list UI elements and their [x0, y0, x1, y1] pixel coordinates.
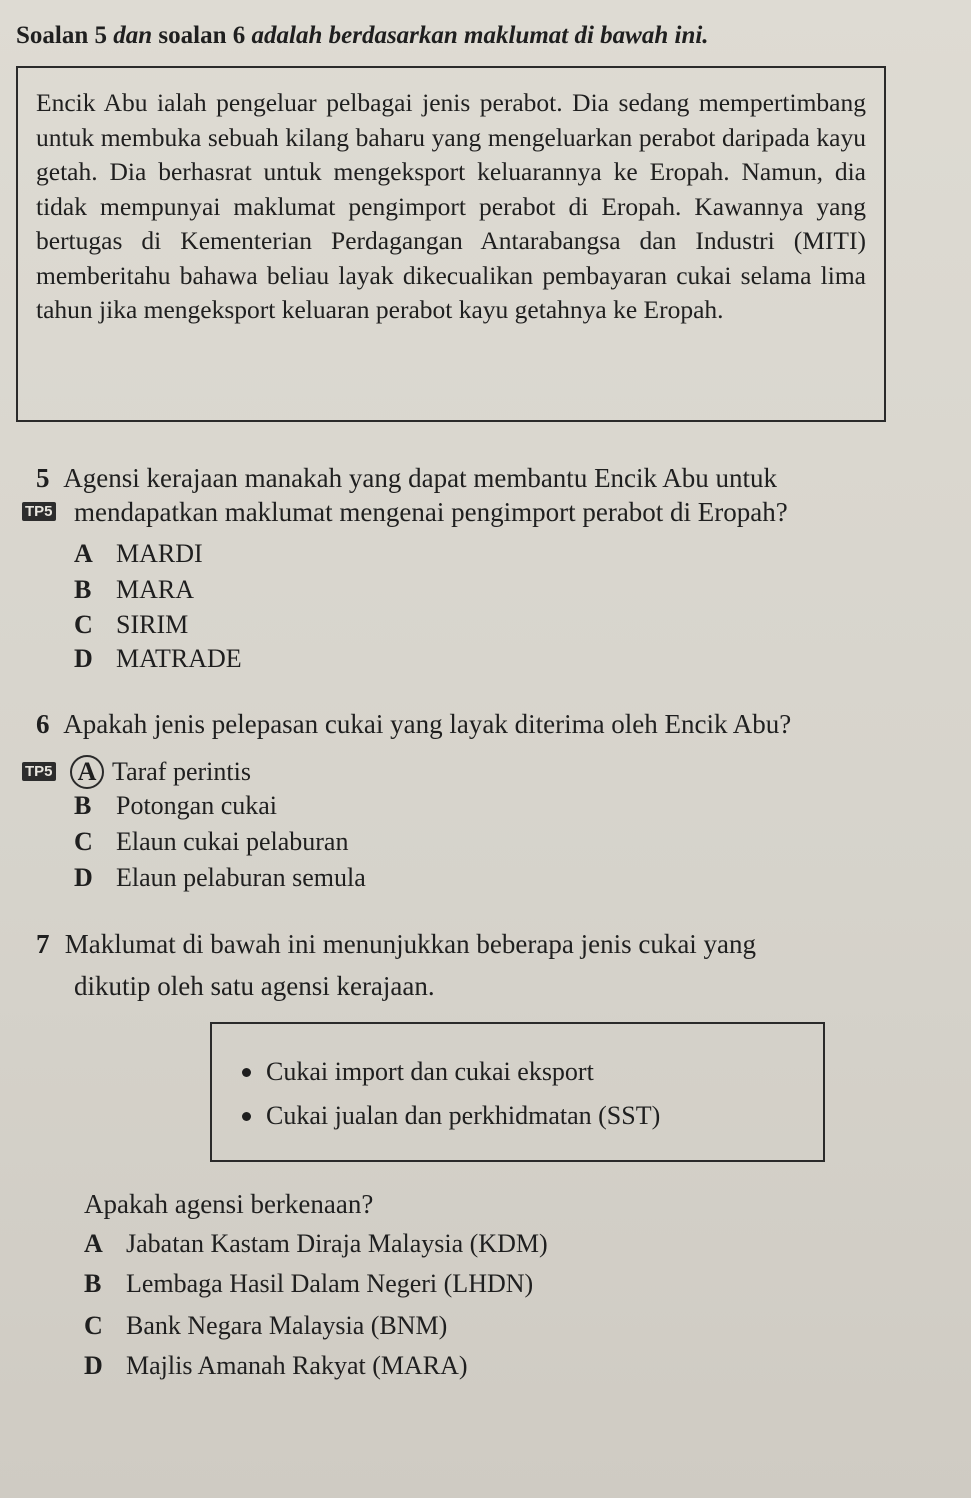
option-7d[interactable] [84, 1350, 468, 1382]
tp-badge: TP5 [22, 762, 56, 781]
option-letter: D [84, 1351, 103, 1380]
option-letter: A [84, 1229, 103, 1258]
option-7b[interactable] [84, 1268, 533, 1300]
option-text: MARA [116, 575, 195, 604]
question-7-line1 [36, 926, 756, 962]
option-text: MARDI [116, 539, 203, 568]
question-text: Maklumat di bawah ini menunjukkan beberapa jenis cukai yang [64, 929, 757, 959]
option-letter: D [74, 644, 93, 673]
question-6-line1 [36, 706, 791, 742]
option-6b[interactable] [74, 790, 277, 822]
option-6a[interactable] [74, 755, 251, 789]
option-6d[interactable] [74, 862, 366, 894]
option-text: Taraf perintis [112, 757, 251, 786]
intro-part3: soalan 6 [158, 22, 246, 49]
option-letter: B [74, 575, 92, 604]
tax-list-item: Cukai jualan dan perkhidmatan (SST) [242, 1094, 823, 1138]
question-text: Apakah jenis pelepasan cukai yang layak diterima oleh Encik Abu? [63, 709, 792, 739]
intro-part2: dan [107, 22, 159, 49]
question-number: 5 [36, 463, 50, 493]
question-5-line2 [74, 494, 788, 530]
question-number: 6 [36, 709, 50, 739]
option-text: Elaun pelaburan semula [116, 863, 366, 892]
option-5d[interactable] [74, 643, 242, 675]
question-5-line1 [36, 460, 777, 496]
option-letter: C [74, 610, 93, 639]
option-7c[interactable] [84, 1310, 447, 1342]
option-text: SIRIM [116, 610, 189, 639]
option-letter: C [74, 827, 93, 856]
option-5b[interactable] [74, 574, 194, 606]
info-text: Encik Abu ialah pengeluar pelbagai jenis perabot. Dia sedang mempertimbang untuk membuka sebuah kilang baharu yang mengeluarkan perabot daripada kayu getah. Dia berhasrat untuk mengeksport keluarannya ke Eropah. Namun, dia tidak mempunyai maklumat pengimport perabot di Eropah. Kawannya yang bertugas di Kementerian Perdagangan Antarabangsa dan Industri (MITI) memberitahu bahawa beliau layak dikecualikan pembayaran cukai selama lima tahun jika mengeksport keluaran perabot kayu getahnya ke Eropah. [36, 88, 866, 324]
question-7-prompt [84, 1186, 373, 1222]
question-text: mendapatkan maklumat mengenai pengimport perabot di Eropah? [74, 497, 788, 527]
option-text: Jabatan Kastam Diraja Malaysia (KDM) [126, 1229, 548, 1258]
option-letter: B [74, 791, 92, 820]
option-text: Majlis Amanah Rakyat (MARA) [126, 1351, 468, 1380]
option-text: MATRADE [116, 644, 242, 673]
tp-badge: TP5 [22, 502, 56, 521]
option-text: Bank Negara Malaysia (BNM) [126, 1311, 448, 1340]
option-letter: B [84, 1269, 102, 1298]
option-5c[interactable] [74, 609, 188, 641]
option-6c[interactable] [74, 826, 348, 858]
section-intro [16, 22, 709, 50]
option-text: Potongan cukai [116, 791, 278, 820]
tax-list-box [210, 1022, 825, 1162]
circled-answer-mark: A [70, 755, 104, 789]
question-text: Agensi kerajaan manakah yang dapat membantu Encik Abu untuk [63, 463, 778, 493]
question-7-line2 [74, 968, 435, 1004]
info-box [16, 66, 886, 422]
intro-part4: adalah berdasarkan maklumat di bawah ini. [245, 22, 709, 49]
question-text: Apakah agensi berkenaan? [84, 1189, 374, 1219]
intro-part1: Soalan 5 [16, 22, 108, 49]
option-letter: A [74, 539, 93, 568]
option-5a[interactable] [74, 538, 203, 570]
option-7a[interactable] [84, 1228, 548, 1260]
question-text: dikutip oleh satu agensi kerajaan. [74, 971, 435, 1001]
option-letter: C [84, 1311, 103, 1340]
option-letter: D [74, 863, 93, 892]
option-text: Lembaga Hasil Dalam Negeri (LHDN) [126, 1269, 534, 1298]
option-text: Elaun cukai pelaburan [116, 827, 349, 856]
question-number: 7 [36, 929, 50, 959]
tax-list-item: Cukai import dan cukai eksport [242, 1050, 823, 1094]
